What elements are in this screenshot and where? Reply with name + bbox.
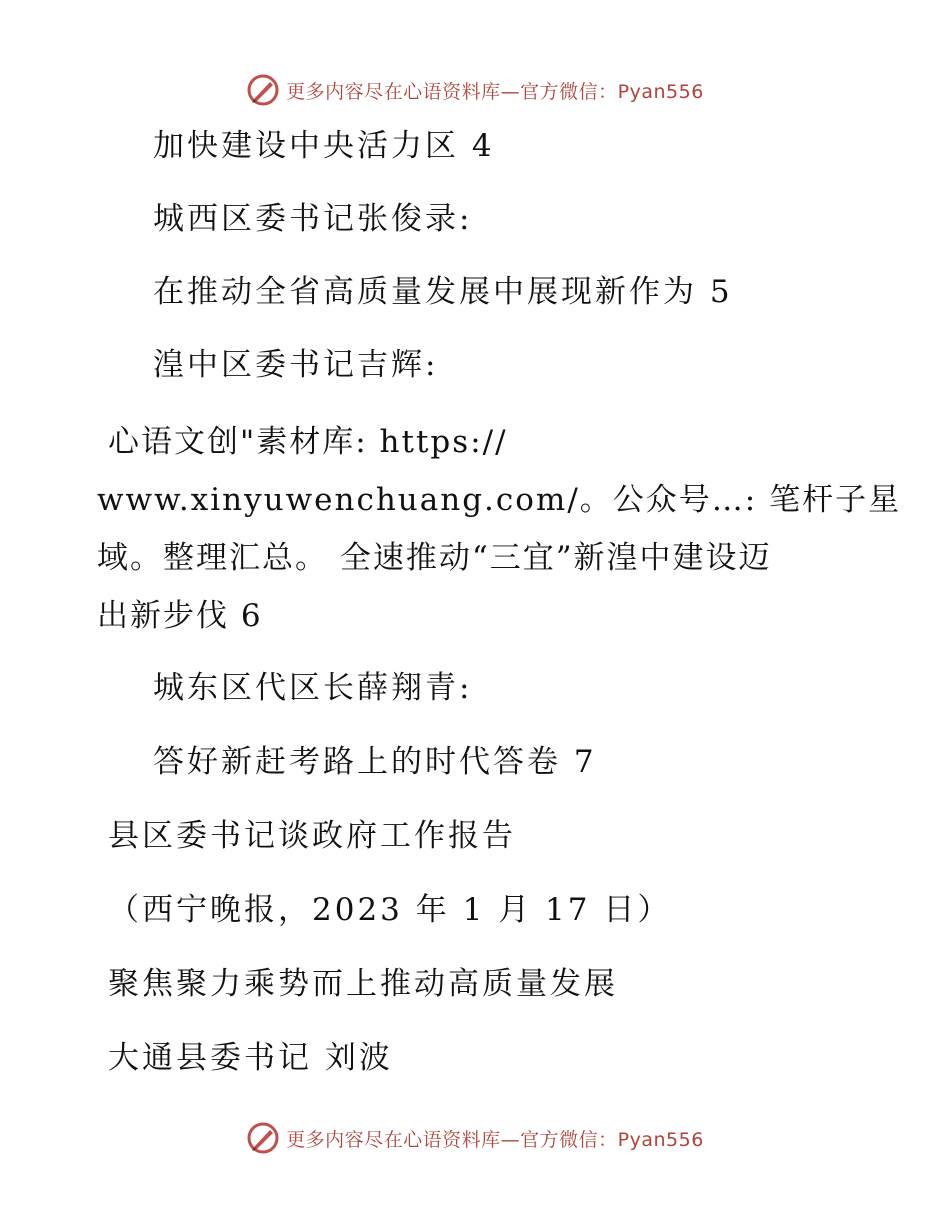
toc-line-5: 城东区代区长薛翔青: — [153, 670, 473, 706]
toc-line-6: 答好新赶考路上的时代答卷 7 — [153, 744, 597, 780]
paragraph-row-1: 心语文创"素材库: https:// — [108, 424, 508, 460]
paragraph-row-2: www.xinyuwenchuang.com/。公众号…: 笔杆子星 — [97, 482, 902, 518]
toc-line-1: 加快建设中央活力区 4 — [153, 128, 495, 164]
article-title: 聚焦聚力乘势而上推动高质量发展 — [108, 966, 618, 1002]
quill-pen-logo-icon — [246, 1121, 280, 1155]
watermark-text: 更多内容尽在心语资料库—官方微信：Pyan556 — [286, 1128, 704, 1151]
quill-pen-logo-icon — [246, 73, 280, 107]
watermark-text: 更多内容尽在心语资料库—官方微信：Pyan556 — [286, 80, 704, 103]
watermark-paragraph — [97, 413, 902, 645]
toc-line-3: 在推动全省高质量发展中展现新作为 5 — [153, 274, 733, 310]
author-line: 大通县委书记 刘波 — [108, 1040, 393, 1076]
toc-line-2: 城西区委书记张俊录: — [153, 201, 473, 237]
source-line: （西宁晚报，2023 年 1 月 17 日） — [108, 892, 672, 928]
footer-watermark — [0, 1118, 950, 1158]
header-watermark — [0, 70, 950, 110]
toc-line-4: 湟中区委书记吉辉: — [153, 347, 439, 383]
paragraph-row-4: 出新步伐 6 — [97, 598, 263, 634]
paragraph-row-3: 域。整理汇总。 全速推动“三宜”新湟中建设迈 — [97, 540, 772, 576]
section-heading: 县区委书记谈政府工作报告 — [108, 818, 516, 854]
